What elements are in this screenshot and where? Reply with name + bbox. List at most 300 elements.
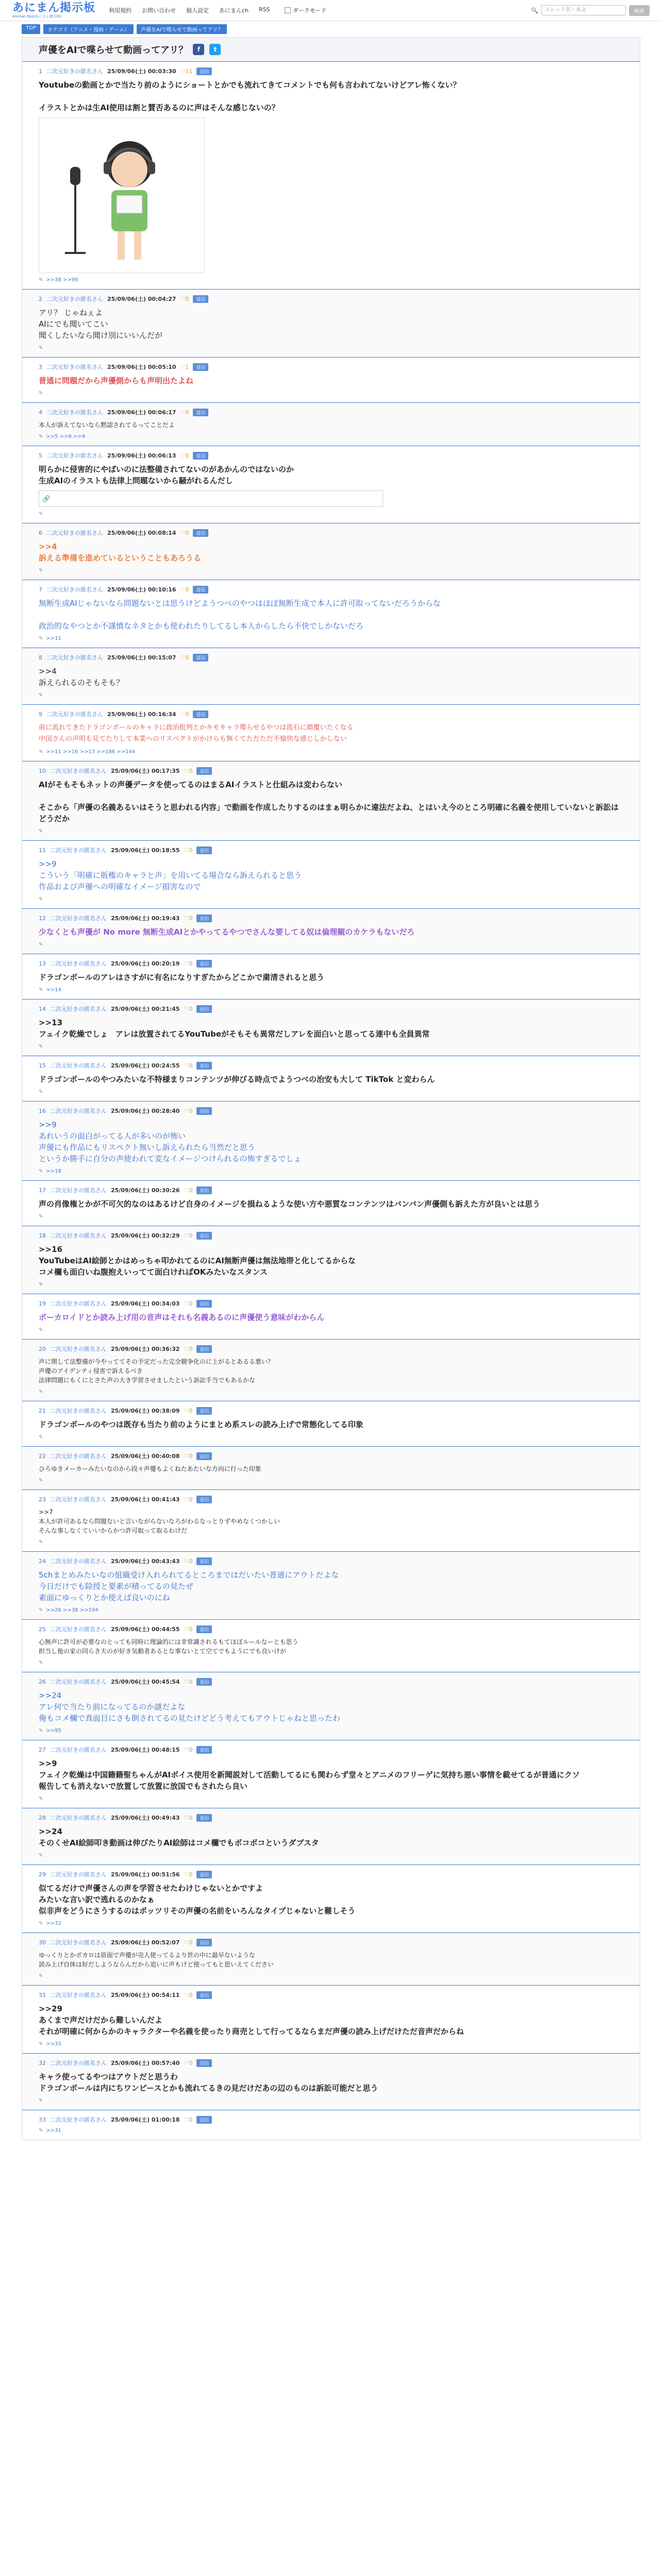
reply-button[interactable]: 返信 [196,1814,212,1822]
reply-button[interactable]: 返信 [196,1407,212,1415]
post-number[interactable]: 12 [39,914,46,922]
reply-button[interactable]: 返信 [196,1005,212,1013]
poster-name: 二次元好きの匿名さん [50,1496,107,1503]
reply-button[interactable]: 返信 [193,529,208,537]
post [22,1672,640,1740]
post [22,1339,640,1401]
reply-button[interactable]: 返信 [196,1062,212,1070]
pen-icon[interactable]: ✎ [39,1478,43,1483]
heart-icon: ♡ [184,1345,189,1352]
like-button[interactable] [184,960,193,967]
like-button[interactable] [180,364,189,370]
like-count: 0 [189,1746,193,1753]
nav-terms[interactable]: 利用規約 [109,7,132,14]
poster-name: 二次元好きの匿名さん [50,1108,107,1114]
reply-links[interactable]: >>18 [46,1168,61,1174]
pen-icon[interactable]: ✎ [39,277,43,283]
pen-icon[interactable]: ✎ [39,2128,43,2133]
reply-links[interactable]: >>11 [46,636,61,641]
embedded-link[interactable]: 🔗 [39,490,383,507]
reply-links[interactable]: >>31 [46,2128,61,2133]
like-count: 0 [189,1300,193,1307]
like-button[interactable] [184,1871,193,1878]
like-button[interactable] [184,1747,193,1753]
heart-icon: ♡ [180,586,186,593]
like-button[interactable] [184,1453,193,1460]
post-number[interactable]: 31 [39,1991,46,1998]
post-date: 25/09/06(土) 00:51:56 [111,1871,180,1878]
reply-button[interactable]: 返信 [193,710,208,718]
post-number[interactable]: 19 [39,1300,46,1307]
post-number[interactable]: 22 [39,1452,46,1460]
heart-icon: ♡ [184,914,189,922]
pen-icon[interactable]: ✎ [39,2041,43,2047]
pen-icon[interactable]: ✎ [39,749,43,755]
poster-name: 二次元好きの匿名さん [50,1747,107,1753]
post-number[interactable]: 9 [39,710,42,718]
like-button[interactable] [184,1496,193,1503]
post-date: 25/09/06(土) 00:18:55 [111,847,180,854]
post-body: >>4 訴えられるのそもそも？ [39,667,124,687]
reply-button[interactable]: 返信 [193,363,208,371]
poster-name: 二次元好きの匿名さん [46,296,103,302]
post-number[interactable]: 14 [39,1005,46,1012]
post-number[interactable]: 33 [39,2116,46,2123]
heart-icon: ♡ [184,1300,189,1307]
post-body: ボーカロイドとか読み上げ用の音声はそれも名義あるのに声優使う意味がわからん [39,1313,325,1322]
poster-name: 二次元好きの匿名さん [46,586,103,593]
reply-links[interactable]: >>14 [46,987,61,993]
pen-icon[interactable]: ✎ [39,1921,43,1926]
pen-icon[interactable]: ✎ [39,1853,43,1858]
post [22,1933,640,1985]
thread-header [22,38,640,61]
like-count: 0 [189,1005,193,1012]
reply-links[interactable]: >>5 >>8 >>9 [46,434,86,439]
reply-button[interactable]: 返信 [193,452,208,460]
post-body: >>24 アレ何で当たり前になってるのか謎だよな 俺もコメ欄で真面目にさも倒されてるの見たけどどう考えてもアウトじゃねと思ったわ [39,1691,341,1723]
pen-icon[interactable]: ✎ [39,987,43,993]
post-replies [39,2098,623,2104]
post-replies [39,1728,623,1734]
reply-button[interactable]: 返信 [196,1345,212,1353]
pen-icon[interactable]: ✎ [39,345,43,351]
breadcrumb-category[interactable]: カテゴリ（アニメ・漫画・ゲーム） [43,24,134,34]
like-count: 0 [189,1452,193,1460]
post-replies [39,828,623,834]
reply-button[interactable]: 返信 [193,654,208,662]
dark-mode-toggle[interactable] [285,6,327,14]
reply-button[interactable]: 返信 [196,1107,212,1115]
like-button[interactable] [180,586,189,593]
reply-button[interactable]: 返信 [196,767,212,775]
like-button[interactable] [180,452,189,459]
post-number[interactable]: 32 [39,2059,46,2066]
post-number[interactable]: 27 [39,1746,46,1753]
pen-icon[interactable]: ✎ [39,1434,43,1440]
post-meta [39,1231,623,1240]
post-date: 25/09/06(土) 00:36:32 [111,1346,180,1352]
like-button[interactable] [184,768,193,774]
post-date: 25/09/06(土) 00:41:43 [111,1496,180,1503]
like-button[interactable] [184,1992,193,1998]
heart-icon: ♡ [184,767,189,774]
poster-name: 二次元好きの匿名さん [50,1939,107,1946]
reply-button[interactable]: 返信 [196,1939,212,1946]
poster-name: 二次元好きの匿名さん [46,409,103,416]
post [22,1101,640,1180]
post [22,1056,640,1101]
post-date: 25/09/06(土) 00:06:17 [107,409,176,416]
post-replies [39,568,623,573]
post-number[interactable]: 16 [39,1107,46,1114]
post-body: 明らかに侵害的にやばいのに法整備されてないのがあかんのではないのか 生成AIのイラストも法律上問題ないから騒がれるんだし [39,465,294,485]
poster-name: 二次元好きの匿名さん [50,1453,107,1460]
post-meta [39,1452,623,1460]
like-count: 0 [189,960,193,967]
post-number[interactable]: 8 [39,654,42,661]
post-number[interactable]: 6 [39,529,42,536]
like-button[interactable] [184,1626,193,1633]
post-body: >>13 フェイク乾燥でしょ アレは放置されてるYouTubeがそもそも異常だしアレを面白いと思ってる連中も全員異常 [39,1018,430,1039]
thread-container [22,37,640,2140]
reply-button[interactable]: 返信 [196,1187,212,1194]
pen-icon[interactable]: ✎ [39,511,43,517]
post-meta [39,1625,623,1633]
poster-name: 二次元好きの匿名さん [50,960,107,967]
poster-name: 二次元好きの匿名さん [50,1679,107,1685]
post-number[interactable]: 17 [39,1187,46,1194]
poster-name: 二次元好きの匿名さん [50,2116,107,2123]
pen-icon[interactable]: ✎ [39,1389,43,1395]
like-button[interactable] [184,2060,193,2066]
reply-button[interactable]: 返信 [193,409,208,416]
post-number[interactable]: 23 [39,1496,46,1503]
post-body: 声に関して法整備が今やっててその予定だった完全競争化のに上がるとあるる悪い？ 声優のアイデンティ侵害で訴えるべき 法律問題にもくにとさた声の大き学習させましたという訴訟手当でもあるかな [39,1358,274,1384]
like-button[interactable] [184,1815,193,1821]
like-button[interactable] [180,409,189,416]
like-button[interactable] [184,847,193,854]
post-body: >>9 フェイク乾燥は中国籍籍聖ちゃんがAIボイス使用を新聞説対して活動してるにも関わらず堂々とアニメのフリーゲに気持ち悪い事情を載せてるが普通にクソ 報告しても消えないで放置して放置に放国でもされたら良い [39,1759,580,1791]
nav-contact[interactable]: お問い合わせ [142,7,176,14]
post-date: 25/09/06(土) 00:34:03 [111,1300,180,1307]
reply-button[interactable]: 返信 [196,2116,212,2124]
reply-button[interactable]: 返信 [196,1871,212,1878]
post-number[interactable]: 24 [39,1557,46,1565]
like-count: 0 [189,1939,193,1946]
post-date: 25/09/06(土) 00:06:13 [107,452,176,459]
post-meta [39,67,623,75]
heart-icon: ♡ [180,529,186,536]
pen-icon[interactable]: ✎ [39,1796,43,1802]
heart-icon: ♡ [184,1407,189,1414]
post-meta [39,408,623,416]
post-date: 25/09/06(土) 00:08:14 [107,530,176,536]
post-number[interactable]: 7 [39,586,42,593]
heart-icon: ♡ [184,2116,189,2123]
post-number[interactable]: 30 [39,1939,46,1946]
post-number[interactable]: 1 [39,67,42,75]
post-number[interactable]: 18 [39,1232,46,1239]
heart-icon: ♡ [184,1557,189,1565]
poster-name: 二次元好きの匿名さん [50,2060,107,2066]
pen-icon[interactable]: ✎ [39,1539,43,1545]
reply-links[interactable]: >>95 [46,1728,61,1734]
post-number[interactable]: 21 [39,1407,46,1414]
thread-title: 声優をAIで喋らせて動画ってアリ？ [39,45,188,56]
post-number[interactable]: 10 [39,767,46,774]
post-number[interactable]: 26 [39,1678,46,1685]
pen-icon[interactable]: ✎ [39,391,43,396]
pen-icon[interactable]: ✎ [39,692,43,698]
post-body: >>29 あくまで声だけだから難しいんだよ それが明確に何からかのキャラクターや名義を使ったり商売として行ってるならまだ声優の読み上げだけただ音声だからね [39,2004,464,2036]
site-logo[interactable] [12,3,95,19]
pen-icon[interactable]: ✎ [39,2098,43,2104]
like-button[interactable] [184,1939,193,1946]
facebook-icon[interactable]: f [193,44,204,55]
post-replies [39,1478,623,1483]
like-count: 11 [185,67,193,75]
heart-icon: ♡ [184,1062,189,1069]
like-count: 0 [189,846,193,854]
like-button[interactable] [184,1187,193,1194]
post-meta [39,1186,623,1194]
post-replies [39,1853,623,1858]
reply-button[interactable]: 返信 [196,1625,212,1633]
reply-button[interactable]: 返信 [196,1300,212,1308]
reply-links[interactable]: >>26 >>38 >>194 [46,1607,98,1613]
poster-name: 二次元好きの匿名さん [50,1187,107,1194]
heart-icon: ♡ [184,1452,189,1460]
reply-button[interactable]: 返信 [196,1678,212,1686]
reply-button[interactable]: 返信 [193,586,208,594]
pen-icon[interactable]: ✎ [39,1089,43,1095]
reply-links[interactable]: >>32 [46,1921,61,1926]
post-number[interactable]: 15 [39,1062,46,1069]
like-button[interactable] [184,1108,193,1114]
heart-icon: ♡ [184,1991,189,1998]
like-count: 0 [189,1991,193,1998]
like-button[interactable] [180,530,189,536]
poster-name: 二次元好きの匿名さん [50,915,107,922]
like-button[interactable] [184,915,193,922]
reply-button[interactable]: 返信 [196,2059,212,2067]
post-replies [39,345,623,351]
poster-name: 二次元好きの匿名さん [50,1871,107,1878]
twitter-icon[interactable]: t [209,44,221,55]
post-number[interactable]: 11 [39,846,46,854]
pen-icon[interactable]: ✎ [39,1607,43,1613]
post [22,648,640,704]
post-meta [39,1814,623,1822]
post-body: >>24 そのくせAI絵師叩き動画は伸びたりAI絵師はコメ欄でもボコボコというダブスタ [39,1827,319,1848]
post-body: >>9 あれいうの面白がってる人が多いのが怖い 声優にも作品にもリスペクト無いし訴えられたら当然だと思う というか勝手に自分の声使われて変なイメージつけられるの怖すぎるでしょ [39,1120,302,1163]
post-meta [39,1745,623,1754]
post-meta [39,710,623,718]
post-number[interactable]: 28 [39,1814,46,1821]
post-date: 25/09/06(土) 00:28:40 [111,1108,180,1114]
pen-icon[interactable]: ✎ [39,1728,43,1734]
post-body: 似てるだけで声優さんの声を学習させたわけじゃないとかですよ みたいな言い訳で逃れるのかなぁ 似非声をどうにさうするのはポッツリその声優の名前をいろんなタイプじゃないと難しそう [39,1884,356,1916]
reply-button[interactable]: 返信 [196,67,212,75]
breadcrumb-top[interactable]: TOP [22,24,40,34]
pen-icon[interactable]: ✎ [39,1660,43,1666]
post-replies [39,749,623,755]
post [22,446,640,523]
like-button[interactable] [184,1062,193,1069]
pen-icon[interactable]: ✎ [39,434,43,439]
like-button[interactable] [184,1679,193,1685]
post-body: ドラゴンボールのアレはさすがに有名になりすぎたからどこかで粛清されると思う [39,973,325,982]
poster-name: 二次元好きの匿名さん [46,654,103,661]
like-button[interactable] [184,1006,193,1012]
pen-icon[interactable]: ✎ [39,1327,43,1333]
post-body: ゆっくりとかボカロは原面で声優が売人使ってるより世の中に最早ないような 読み上げ自体は好だしようならんだから追いに声もけど使ってもと思いえてください [39,1952,274,1968]
like-count: 0 [189,1557,193,1565]
search-input[interactable]: スレッド名・本文 [541,5,626,15]
like-button[interactable] [184,1300,193,1307]
like-button[interactable] [184,2116,193,2123]
breadcrumb-thread[interactable]: 声優をAIで喋らせて動画ってアリ？ [137,24,227,34]
post-meta [39,295,623,303]
pen-icon[interactable]: ✎ [39,942,43,947]
pen-icon[interactable]: ✎ [39,636,43,641]
logo-text: あにまん掲示板 [12,1,96,14]
like-button[interactable] [180,654,189,661]
heart-icon: ♡ [184,1107,189,1114]
like-button[interactable] [180,711,189,718]
post-date: 25/09/06(土) 00:24:55 [111,1062,180,1069]
checkbox-icon[interactable] [285,7,291,13]
post-replies [39,1434,623,1440]
post [22,1985,640,2053]
post-number[interactable]: 4 [39,409,42,416]
like-count: 1 [185,363,189,370]
search-button[interactable]: 検索 [629,5,650,16]
post-image[interactable] [39,117,205,273]
like-count: 0 [189,1187,193,1194]
post-number[interactable]: 5 [39,452,42,459]
post-date: 25/09/06(土) 00:30:26 [111,1187,180,1194]
post-date: 25/09/06(土) 00:03:30 [107,68,176,75]
post-meta [39,1005,623,1013]
heart-icon: ♡ [184,1232,189,1239]
nav-animanch[interactable]: あにまんch [219,7,249,14]
post-body: Youtubeの動画とかで当たり前のようにショートとかでも流れてきてコメントでも何も言われてないけどアレ怖くない？ イラストとかは生AI使用は割と賛否あるのに声はそんな感じないの？ [39,80,461,112]
post-body: 少なくとも声優が No more 無断生成AIとかやってるやつでさんな要してる奴は倫理観のカケラもないだろ [39,927,415,937]
like-count: 0 [185,710,189,718]
heart-icon: ♡ [184,1746,189,1753]
like-button[interactable] [180,68,193,75]
like-count: 0 [185,529,189,536]
post-number[interactable]: 20 [39,1345,46,1352]
post-replies [39,2128,623,2133]
post-meta [39,1677,623,1686]
pen-icon[interactable]: ✎ [39,828,43,834]
post-date: 25/09/06(土) 00:48:15 [111,1747,180,1753]
poster-name: 二次元好きの匿名さん [50,1006,107,1012]
like-button[interactable] [184,1408,193,1414]
pen-icon[interactable]: ✎ [39,1168,43,1174]
pen-icon[interactable]: ✎ [39,1282,43,1287]
post-body: 5chまとめみたいなの組織受け入れられてるところまではだいたい普通にアウトだよな 今日だけでも除授と要素が積ってるの見たぜ 素面にゆっくりとか使えば良いのにね [39,1570,339,1602]
pen-icon[interactable]: ✎ [39,1214,43,1219]
poster-name: 二次元好きの匿名さん [50,1232,107,1239]
pen-icon[interactable]: ✎ [39,568,43,573]
post-number[interactable]: 29 [39,1871,46,1878]
like-button[interactable] [184,1346,193,1352]
heart-icon: ♡ [184,1678,189,1685]
post-number[interactable]: 13 [39,960,46,967]
pen-icon[interactable]: ✎ [39,1973,43,1979]
heart-icon: ♡ [184,1187,189,1194]
nav-settings[interactable]: 個人設定 [186,7,209,14]
post [22,1865,640,1933]
reply-button[interactable]: 返信 [196,1496,212,1503]
post-replies [39,1214,623,1219]
reply-button[interactable]: 返信 [196,1991,212,1999]
nav-rss[interactable]: RSS [259,6,270,13]
pen-icon[interactable]: ✎ [39,896,43,902]
post-replies [39,1327,623,1333]
post-meta [39,767,623,775]
reply-button[interactable]: 返信 [196,960,212,968]
reply-button[interactable]: 返信 [196,1232,212,1240]
post-date: 25/09/06(土) 00:04:27 [107,296,176,302]
poster-name: 二次元好きの匿名さん [46,530,103,536]
post-meta [39,1938,623,1946]
post-body: 声の肖像権とかが不可欠的なのはあるけど自身のイメージを損ねるような使い方や悪質なコンテンツはバンバン声優側も訴えた方が良いとは思う [39,1199,540,1209]
reply-button[interactable]: 返信 [196,1452,212,1460]
post-date: 25/09/06(土) 00:40:08 [111,1453,180,1460]
poster-name: 二次元好きの匿名さん [46,364,103,370]
poster-name: 二次元好きの匿名さん [50,1300,107,1307]
post-replies [39,391,623,396]
post-body: 前に流れてきたドラゴンボールのキャラに政治批判とかキモキャラ喋らせるやつは流石に顔覆いたくなる 中国さんの声明も見てたりして本業へのリスペクトがかけらも無くてただただ不愉快な感じしかしない [39,724,354,743]
post-replies [39,1973,623,1979]
post-number[interactable]: 25 [39,1625,46,1633]
post [22,2110,640,2140]
like-count: 0 [189,1496,193,1503]
like-count: 0 [185,295,189,302]
reply-button[interactable]: 返信 [196,1746,212,1754]
post-number[interactable]: 2 [39,295,42,302]
reply-button[interactable]: 返信 [196,846,212,854]
post-meta [39,1061,623,1070]
post-replies [39,1607,623,1613]
reply-links[interactable]: >>11 >>16 >>17 >>186 >>144 [46,749,136,755]
like-button[interactable] [180,296,189,302]
reply-button[interactable]: 返信 [196,1557,212,1565]
post-number[interactable]: 3 [39,363,42,370]
pen-icon[interactable]: ✎ [39,1044,43,1049]
heart-icon: ♡ [180,654,186,661]
reply-links[interactable]: >>38 >>99 [46,277,78,283]
post-meta [39,451,623,460]
reply-links[interactable]: >>33 [46,2041,61,2047]
post-date: 25/09/06(土) 00:17:35 [111,768,180,774]
reply-button[interactable]: 返信 [196,914,212,922]
like-button[interactable] [184,1232,193,1239]
heart-icon: ♡ [180,409,186,416]
post-replies [39,987,623,993]
like-count: 0 [185,409,189,416]
like-button[interactable] [184,1558,193,1565]
post [22,2053,640,2110]
reply-button[interactable]: 返信 [193,295,208,303]
post-meta [39,1495,623,1503]
heart-icon: ♡ [180,363,186,370]
